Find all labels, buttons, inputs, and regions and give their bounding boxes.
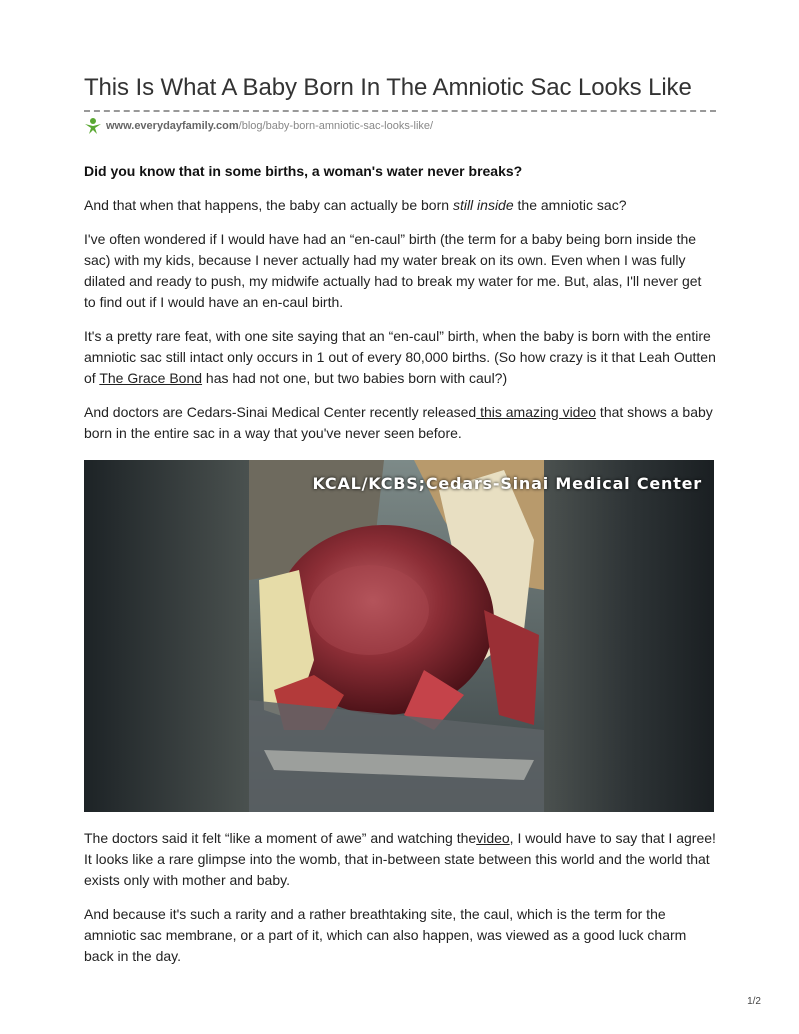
birth-video-frame-image — [84, 460, 714, 812]
paragraph-4 — [84, 402, 716, 444]
p5-text-end: , I would have to say that I agree! It looks like a rare glimpse into the womb, that in-between state between this world and the world that exists only with mother and baby. — [84, 830, 716, 888]
video-link[interactable]: video — [476, 830, 510, 846]
paragraph-5 — [84, 828, 716, 891]
article-title: This Is What A Baby Born In The Amniotic Sac Looks Like — [84, 74, 692, 101]
article — [84, 72, 716, 967]
grace-bond-link[interactable]: The Grace Bond — [99, 370, 203, 386]
page-number: 1/2 — [747, 996, 761, 1007]
title-divider — [84, 110, 716, 112]
p4-text: And doctors are Cedars-Sinai Medical Center recently released — [84, 404, 477, 420]
everydayfamily-logo-icon — [84, 117, 102, 135]
p1-emphasis: still inside — [452, 197, 514, 213]
p3-text-end: has had not one, but two babies born with caul?) — [202, 370, 508, 386]
p5-text: The doctors said it felt “like a moment of awe” and watching the — [84, 830, 477, 846]
amazing-video-link[interactable]: this amazing video — [476, 404, 597, 420]
source-path: /blog/baby-born-amniotic-sac-looks-like/ — [238, 120, 434, 132]
paragraph-1 — [84, 195, 716, 216]
paragraph-3 — [84, 326, 716, 389]
source-domain-link[interactable]: www.everydayfamily.com — [106, 120, 239, 132]
p3-text: It's a pretty rare feat, with one site saying that an “en-caul” birth, when the baby is born with the entire amniotic sac still intact only occurs in 1 out of every 80,000 births. (So how crazy is it that Leah Outten of — [84, 328, 716, 386]
video-caption: KCAL/KCBS;Cedars-Sinai Medical Center — [312, 474, 702, 493]
video-still[interactable] — [84, 460, 714, 812]
paragraph-6: And because it's such a rarity and a rather breathtaking site, the caul, which is the term for the amniotic sac membrane, or a part of it, which can also happen, was viewed as a good luck charm back in the day. — [84, 906, 687, 964]
p1-text: And that when that happens, the baby can actually be born — [84, 197, 453, 213]
lead-question: Did you know that in some births, a woman's water never breaks? — [84, 163, 523, 179]
p4-text-end: that shows a baby born in the entire sac in a way that you've never seen before. — [84, 404, 713, 441]
p1-text-end: the amniotic sac? — [513, 197, 627, 213]
paragraph-2: I've often wondered if I would have had an “en-caul” birth (the term for a baby being born inside the sac) with my kids, because I never actually had my water break on its own. Even when I was fully dilated and ready to push, my midwife actually had to break my water for me. But, alas, I'll never get to find out if I would have an en-caul birth. — [84, 231, 702, 310]
source-line — [84, 117, 716, 135]
